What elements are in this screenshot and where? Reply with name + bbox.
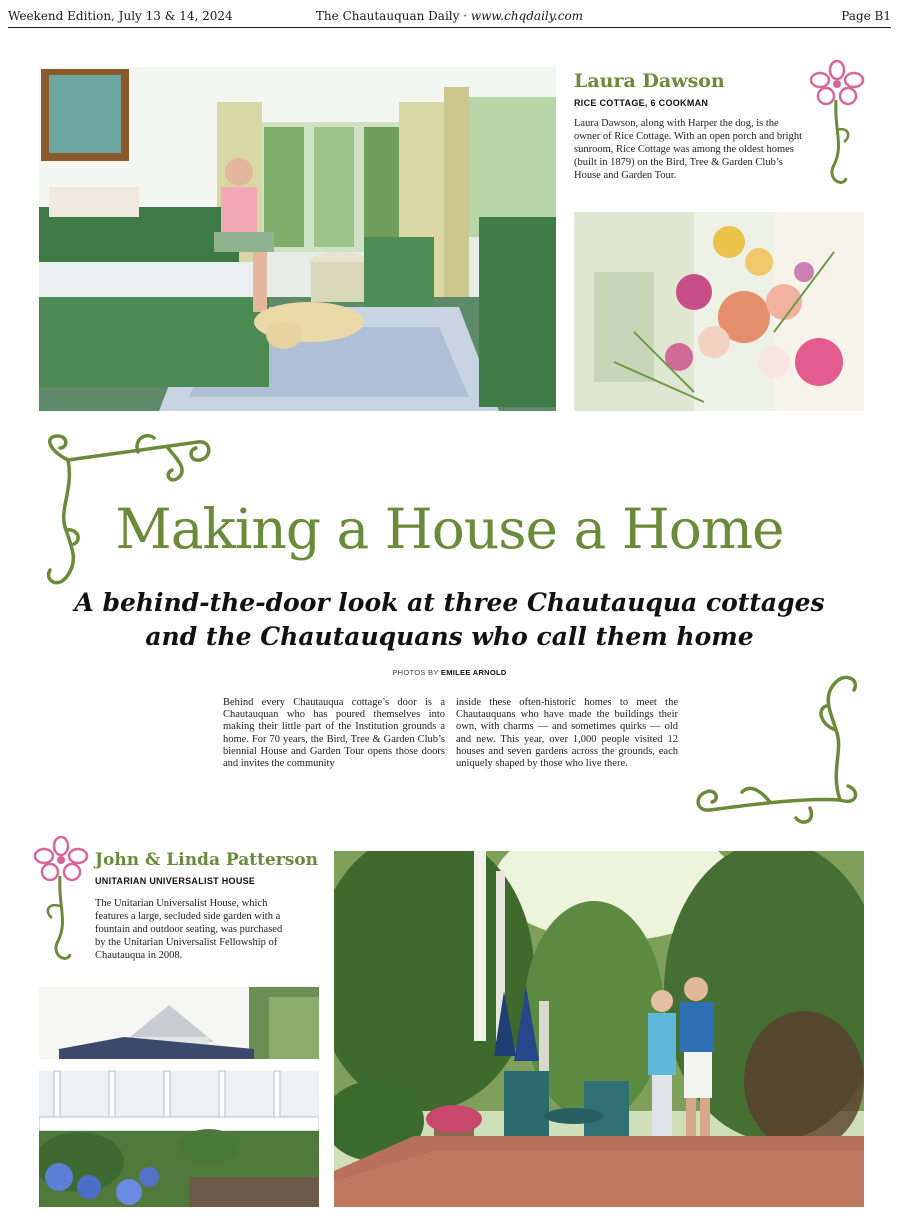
- profile-bio: Laura Dawson, along with Harper the dog, is the owner of Rice Cottage. With an open porch and bright sunroom, Rice Cottage was among the oldest homes (built in 1879) on the Bird, Tree & Garden Club’s House and Garden Tour.: [574, 118, 802, 181]
- sunroom-photo: [39, 67, 556, 411]
- profile-name: Laura Dawson: [574, 70, 725, 92]
- vine-flourish-icon: [690, 660, 862, 826]
- bouquet-photo: [574, 212, 864, 411]
- dek-line-1: A behind-the-door look at three Chautauqua cottages: [74, 588, 825, 617]
- profile-house: UNITARIAN UNIVERSALIST HOUSE: [95, 876, 256, 886]
- masthead: [8, 9, 891, 23]
- paper-name: The Chautauquan Daily: [315, 9, 460, 23]
- credit-name: EMILEE ARNOLD: [440, 668, 507, 677]
- profile-bio: The Unitarian Universalist House, which features a large, secluded side garden with a fountain and outdoor seating, was purchased by the Unitarian Universalist Fellowship of Chautauqua in 2008.: [95, 898, 283, 961]
- site-url[interactable]: www.chqdaily.com: [470, 9, 584, 23]
- page-number: Page B1: [841, 9, 891, 23]
- profile-laura-dawson: [574, 70, 814, 182]
- garden-photo: [334, 851, 864, 1207]
- dek: [0, 586, 899, 654]
- profile-house: RICE COTTAGE, 6 COOKMAN: [574, 98, 709, 108]
- edition-date: Weekend Edition, July 13 & 14, 2024: [8, 9, 233, 23]
- flower-icon: [808, 60, 866, 194]
- page-header: [8, 6, 891, 28]
- profile-name: John & Linda Patterson: [95, 850, 318, 870]
- credit-prefix: PHOTOS BY: [392, 668, 439, 677]
- flower-icon: [32, 836, 90, 970]
- body-column-1: Behind every Chautauqua cottage’s door is a Chautauquan who has poured themselves into making their little part of the Institution grounds a home. For 70 years, the Bird, Tree & Garden Club’s biennial House and Garden Tour opens those doors and invites the community: [223, 697, 445, 770]
- dek-line-2: and the Chautauquans who call them home: [145, 622, 754, 651]
- header-separator: ·: [463, 9, 468, 23]
- uu-house-photo: [39, 987, 319, 1207]
- profile-patterson: [95, 850, 325, 886]
- headline: Making a House a Home: [115, 497, 784, 561]
- body-column-2: inside these often-historic homes to meet the Chautauquans who have made the buildings their own, with charms — and sometimes quirks — old and new. This year, over 1,000 people visited 12 houses and seven gardens across the grounds, each uniquely shaped by those who live there.: [456, 697, 678, 770]
